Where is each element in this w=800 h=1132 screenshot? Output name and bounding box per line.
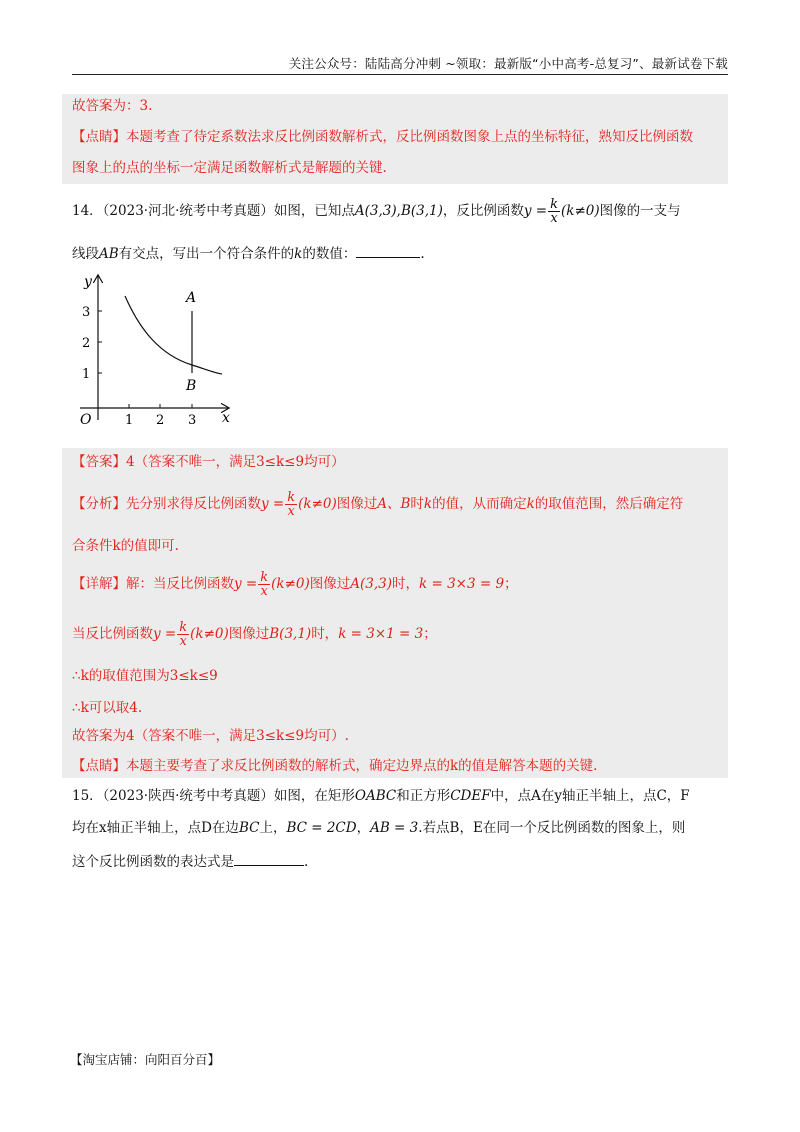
q14-detail-line-3: ∴k的取值范围为3≤k≤9 bbox=[72, 668, 218, 684]
q15-line-3: 这个反比例函数的表达式是 . bbox=[72, 854, 309, 870]
y-tick-label-2: 2 bbox=[82, 336, 91, 351]
q14-answer: 【答案】4（答案不唯一，满足3≤k≤9均可） bbox=[72, 454, 345, 470]
q15-line-2: 均在x轴正半轴上，点D在边BC上，BC = 2CD，AB = 3.若点B，E在同一个反比例函数的图象上，则 bbox=[72, 820, 686, 836]
page-footer: 【淘宝店铺：向阳百分百】 bbox=[70, 1052, 221, 1067]
prev-comment-line-1: 【点睛】本题考查了待定系数法求反比例函数解析式，反比例函数图象上点的坐标特征，熟知反比例函数 bbox=[72, 129, 693, 145]
point-a-label: A bbox=[186, 290, 197, 306]
q14-analysis-line-1: 【分析】先分别求得反比例函数y = $\frac{k}{x}$ (k≠0)图像过A、B时k的值，从而确定k的取值范围，然后确定符 bbox=[72, 490, 684, 519]
prev-comment-line-2: 图象上的点的坐标一定满足函数解析式是解题的关键. bbox=[72, 160, 387, 176]
q14-detail-line-4: ∴k可以取4. bbox=[72, 700, 143, 716]
hyperbola-curve bbox=[125, 296, 222, 374]
page-header bbox=[72, 54, 728, 75]
y-tick-label-1: 1 bbox=[82, 367, 91, 382]
point-b: B(3,1) bbox=[400, 203, 443, 219]
answer-blank bbox=[356, 245, 420, 258]
q14-analysis-line-2: 合条件k的值即可. bbox=[72, 538, 179, 554]
x-tick-label-2: 2 bbox=[156, 413, 165, 428]
q15-answer-blank bbox=[234, 853, 304, 866]
q15-line-1: 15．（2023·陕西·统考中考真题）如图，在矩形OABC和正方形CDEF中，点A在y轴正半轴上，点C，F bbox=[72, 788, 690, 804]
q14-line-2: 线段AB有交点，写出一个符合条件的k的数值： . bbox=[72, 246, 425, 262]
q14-detail-line-2: 当反比例函数y = $\frac{k}{x}$ (k≠0)图像过B(3,1)时，k = 3×1 = 3； bbox=[72, 620, 437, 649]
q14-detail-line-5: 故答案为4（答案不唯一，满足3≤k≤9均可）. bbox=[72, 728, 349, 744]
q14-comment: 【点睛】本题主要考查了求反比例函数的解析式，确定边界点的k的值是解答本题的关键. bbox=[72, 758, 598, 774]
point-a: A(3,3) bbox=[354, 203, 397, 219]
x-tick-label-1: 1 bbox=[125, 413, 134, 428]
q14-detail-line-1: 【详解】解：当反比例函数y = $\frac{k}{x}$ (k≠0)图像过A(3,3)时，k = 3×3 = 9； bbox=[72, 570, 518, 599]
point-b-label: B bbox=[186, 378, 197, 394]
function-graph bbox=[70, 270, 240, 430]
header-text: 关注公众号：陆陆高分冲刺 ~领取：最新版“小中高考-总复习”、最新试卷下载 bbox=[288, 56, 728, 71]
x-tick-label-3: 3 bbox=[188, 413, 197, 428]
q14-line-1: 14．（2023·河北·统考中考真题）如图，已知点A(3,3),B(3,1)，反比例函数y = $\frac{k}{x}$ (k≠0)图像的一支与 bbox=[72, 197, 681, 226]
origin-label: O bbox=[80, 412, 92, 428]
y-tick-label-3: 3 bbox=[82, 305, 91, 320]
prev-answer-line: 故答案为：3. bbox=[72, 98, 153, 114]
x-axis-label: x bbox=[222, 410, 230, 426]
y-axis-label: y bbox=[84, 274, 92, 290]
fraction-k-over-x: $\frac{k}{x}$ bbox=[550, 197, 558, 226]
